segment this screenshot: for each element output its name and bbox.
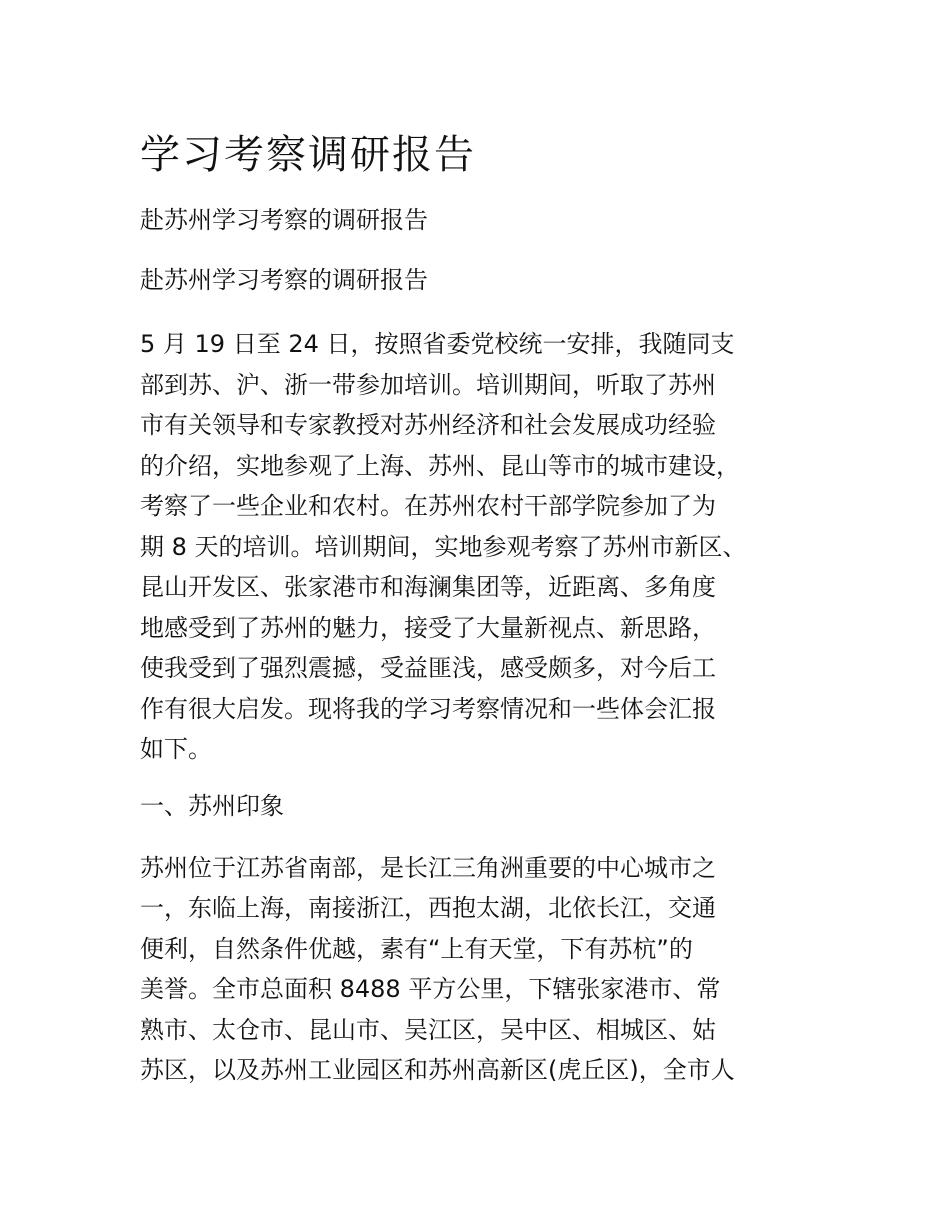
paragraph-line: 美誉。全市总面积 8488 平方公里，下辖张家港市、常 xyxy=(140,975,721,1003)
paragraph-line: 期 8 天的培训。培训期间，实地参观考察了苏州市新区、 xyxy=(140,532,747,561)
paragraph-line: 的介绍，实地参观了上海、苏州、昆山等市的城市建设， xyxy=(140,451,740,480)
paragraph-line: 使我受到了强烈震撼，受益匪浅，感受颇多，对今后工 xyxy=(140,654,716,682)
paragraph-line: 便利，自然条件优越，素有“上有天堂，下有苏杭”的 xyxy=(140,934,693,963)
paragraph-line: 考察了一些企业和农村。在苏州农村干部学院参加了为 xyxy=(140,492,716,520)
paragraph-line: 市有关领导和专家教授对苏州经济和社会发展成功经验 xyxy=(140,411,716,439)
paragraph-line: 5 月 19 日至 24 日，按照省委党校统一安排，我随同支 xyxy=(140,330,735,358)
paragraph-line: 苏区，以及苏州工业园区和苏州高新区(虎丘区)，全市人 xyxy=(140,1056,735,1084)
section-heading: 一、苏州印象 xyxy=(140,791,284,820)
paragraph-line: 作有很大启发。现将我的学习考察情况和一些体会汇报 xyxy=(140,694,716,723)
paragraph-line: 如下。 xyxy=(140,735,212,763)
paragraph-line: 苏州位于江苏省南部，是长江三角洲重要的中心城市之 xyxy=(140,853,716,882)
paragraph-line: 部到苏、沪、浙一带参加培训。培训期间，听取了苏州 xyxy=(140,370,716,399)
paragraph-line: 昆山开发区、张家港市和海澜集团等，近距离、多角度 xyxy=(140,573,716,601)
document-page xyxy=(140,126,816,1111)
paragraph-line: 熟市、太仓市、昆山市、吴江区，吴中区、相城区、姑 xyxy=(140,1015,716,1044)
paragraph-line: 地感受到了苏州的魅力，接受了大量新视点、新思路， xyxy=(140,613,716,642)
suzhou-paragraph xyxy=(140,848,816,1091)
document-title: 学习考察调研报告 xyxy=(140,132,476,178)
paragraph-line: 一，东临上海，南接浙江，西抱太湖，北依长江，交通 xyxy=(140,894,716,922)
document-subtitle-1: 赴苏州学习考察的调研报告 xyxy=(140,206,428,234)
document-subtitle-2: 赴苏州学习考察的调研报告 xyxy=(140,266,428,294)
intro-paragraph xyxy=(140,324,816,770)
